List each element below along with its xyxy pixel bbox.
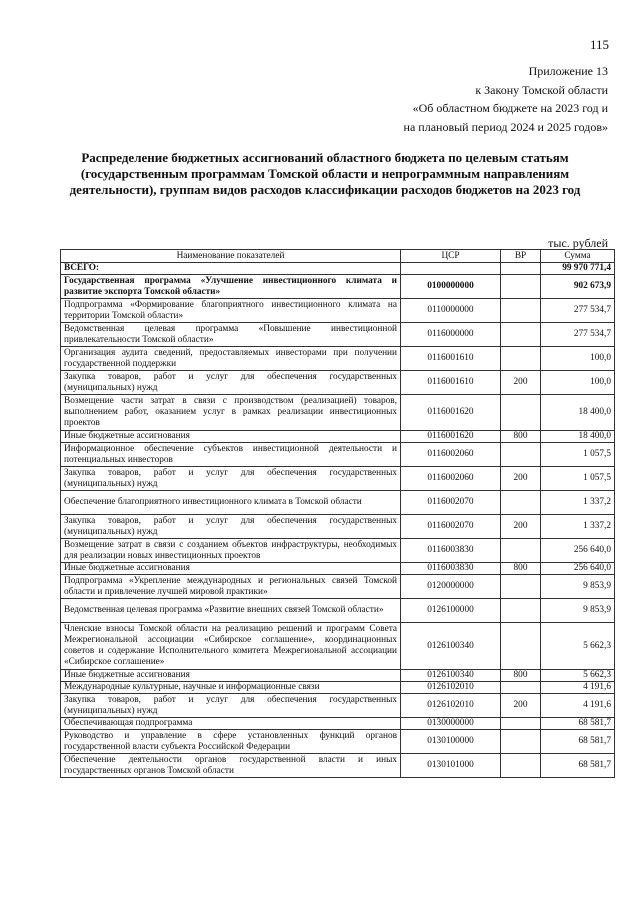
sum-cell: 1 337,2 bbox=[541, 491, 615, 515]
appendix-header bbox=[404, 62, 608, 136]
sum-cell: 256 640,0 bbox=[541, 563, 615, 575]
table-row bbox=[61, 599, 615, 623]
sum-cell: 18 400,0 bbox=[541, 431, 615, 443]
sum-cell: 277 534,7 bbox=[541, 323, 615, 347]
table-row bbox=[61, 371, 615, 395]
sum-cell: 18 400,0 bbox=[541, 395, 615, 431]
name-cell: Закупка товаров, работ и услуг для обеспечения государственных (муниципальных) нужд bbox=[61, 467, 401, 491]
csr-cell: 0126102010 bbox=[401, 682, 501, 694]
sum-cell: 1 057,5 bbox=[541, 443, 615, 467]
csr-cell: 0116003830 bbox=[401, 563, 501, 575]
name-cell: Иные бюджетные ассигнования bbox=[61, 670, 401, 682]
sum-cell: 902 673,9 bbox=[541, 275, 615, 299]
vr-cell: 200 bbox=[501, 371, 541, 395]
name-cell: Закупка товаров, работ и услуг для обеспечения государственных (муниципальных) нужд bbox=[61, 371, 401, 395]
table-row bbox=[61, 431, 615, 443]
header-name: Наименование показателей bbox=[61, 250, 401, 263]
page-number: 115 bbox=[589, 37, 609, 52]
csr-cell: 0126100340 bbox=[401, 670, 501, 682]
table-row bbox=[61, 575, 615, 599]
csr-cell: 0126102010 bbox=[401, 694, 501, 718]
table-row bbox=[61, 682, 615, 694]
table-row bbox=[61, 275, 615, 299]
sum-cell: 100,0 bbox=[541, 371, 615, 395]
name-cell: Закупка товаров, работ и услуг для обеспечения государственных (муниципальных) нужд bbox=[61, 515, 401, 539]
vr-cell bbox=[501, 718, 541, 730]
vr-cell: 800 bbox=[501, 431, 541, 443]
name-cell: Обеспечение деятельности органов государственной власти и иных государственных органов Томской области bbox=[61, 754, 401, 778]
csr-cell: 0116001620 bbox=[401, 395, 501, 431]
csr-cell: 0116001620 bbox=[401, 431, 501, 443]
vr-cell: 800 bbox=[501, 670, 541, 682]
table-row bbox=[61, 754, 615, 778]
sum-cell: 99 970 771,4 bbox=[541, 263, 615, 275]
csr-cell: 0116000000 bbox=[401, 323, 501, 347]
vr-cell: 800 bbox=[501, 563, 541, 575]
csr-cell: 0130000000 bbox=[401, 718, 501, 730]
sum-cell: 277 534,7 bbox=[541, 299, 615, 323]
vr-cell: 200 bbox=[501, 467, 541, 491]
name-cell: Государственная программа «Улучшение инвестиционного климата и развитие экспорта Томской области» bbox=[61, 275, 401, 299]
vr-cell bbox=[501, 263, 541, 275]
vr-cell bbox=[501, 323, 541, 347]
name-cell: ВСЕГО: bbox=[61, 263, 401, 275]
name-cell: Ведомственная целевая программа «Развитие внешних связей Томской области» bbox=[61, 599, 401, 623]
vr-cell: 200 bbox=[501, 694, 541, 718]
name-cell: Членские взносы Томской области на реализацию решений и программ Совета Межрегиональной ассоциации «Сибирское соглашение», координационных советов и содержание Исполнительного комитета Межрегиональной ассоциации «Сибирское соглашение» bbox=[61, 623, 401, 670]
units-label: тыс. рублей bbox=[548, 236, 608, 250]
appendix-line-4: на плановый период 2024 и 2025 годов» bbox=[403, 119, 608, 134]
csr-cell: 0116002060 bbox=[401, 443, 501, 467]
vr-cell bbox=[501, 754, 541, 778]
sum-cell: 1 337,2 bbox=[541, 515, 615, 539]
sum-cell: 68 581,7 bbox=[541, 754, 615, 778]
appendix-line-3: «Об областном бюджете на 2023 год и bbox=[412, 101, 608, 115]
csr-cell: 0100000000 bbox=[401, 275, 501, 299]
table-body bbox=[61, 263, 615, 778]
sum-cell: 68 581,7 bbox=[541, 718, 615, 730]
name-cell: Обеспечение благоприятного инвестиционного климата в Томской области bbox=[61, 491, 401, 515]
sum-cell: 5 662,3 bbox=[541, 623, 615, 670]
table-row bbox=[61, 515, 615, 539]
vr-cell bbox=[501, 682, 541, 694]
table-row bbox=[61, 670, 615, 682]
sum-cell: 9 853,9 bbox=[541, 599, 615, 623]
budget-table bbox=[60, 249, 615, 778]
header-sum: Сумма bbox=[541, 250, 615, 263]
csr-cell: 0116003830 bbox=[401, 539, 501, 563]
table-row bbox=[61, 323, 615, 347]
csr-cell: 0116002070 bbox=[401, 491, 501, 515]
vr-cell bbox=[501, 395, 541, 431]
name-cell: Обеспечивающая подпрограмма bbox=[61, 718, 401, 730]
csr-cell: 0130101000 bbox=[401, 754, 501, 778]
name-cell: Международные культурные, научные и информационные связи bbox=[61, 682, 401, 694]
vr-cell bbox=[501, 443, 541, 467]
csr-cell: 0126100000 bbox=[401, 599, 501, 623]
name-cell: Организация аудита сведений, предоставляемых инвесторами при получении государственной поддержки bbox=[61, 347, 401, 371]
header-vr: ВР bbox=[501, 250, 541, 263]
vr-cell bbox=[501, 491, 541, 515]
name-cell: Возмещение затрат в связи с созданием объектов инфраструктуры, необходимых для реализации новых инвестиционных проектов bbox=[61, 539, 401, 563]
csr-cell: 0116002070 bbox=[401, 515, 501, 539]
table-row bbox=[61, 539, 615, 563]
sum-cell: 256 640,0 bbox=[541, 539, 615, 563]
table-row bbox=[61, 347, 615, 371]
name-cell: Закупка товаров, работ и услуг для обеспечения государственных (муниципальных) нужд bbox=[61, 694, 401, 718]
appendix-line-2: к Закону Томской области bbox=[475, 82, 608, 97]
vr-cell bbox=[501, 575, 541, 599]
table-row bbox=[61, 563, 615, 575]
table-row bbox=[61, 694, 615, 718]
name-cell: Иные бюджетные ассигнования bbox=[61, 431, 401, 443]
name-cell: Подпрограмма «Формирование благоприятного инвестиционного климата на территории Томской области» bbox=[61, 299, 401, 323]
vr-cell bbox=[501, 347, 541, 371]
sum-cell: 1 057,5 bbox=[541, 467, 615, 491]
sum-cell: 4 191,6 bbox=[541, 694, 615, 718]
table-row bbox=[61, 467, 615, 491]
name-cell: Подпрограмма «Укрепление международных и региональных связей Томской области и привлечение лучшей мировой практики» bbox=[61, 575, 401, 599]
csr-cell: 0116001610 bbox=[401, 347, 501, 371]
table-row bbox=[61, 395, 615, 431]
table-row bbox=[61, 263, 615, 275]
name-cell: Информационное обеспечение субъектов инвестиционной деятельности и потенциальных инвесторов bbox=[61, 443, 401, 467]
csr-cell: 0116001610 bbox=[401, 371, 501, 395]
vr-cell bbox=[501, 299, 541, 323]
document-title: Распределение бюджетных ассигнований областного бюджета по целевым статьям (государственным программам Томской области и непрограммным направлениям деятельности), группам видов расходов классификации расходов бюджетов на 2023 год bbox=[69, 150, 581, 197]
sum-cell: 5 662,3 bbox=[541, 670, 615, 682]
table-header-row bbox=[61, 250, 615, 263]
sum-cell: 68 581,7 bbox=[541, 730, 615, 754]
csr-cell bbox=[401, 263, 501, 275]
table-row bbox=[61, 730, 615, 754]
csr-cell: 0120000000 bbox=[401, 575, 501, 599]
table-row bbox=[61, 718, 615, 730]
vr-cell bbox=[501, 275, 541, 299]
appendix-line-1: Приложение 13 bbox=[528, 64, 608, 78]
vr-cell bbox=[501, 539, 541, 563]
csr-cell: 0116002060 bbox=[401, 467, 501, 491]
sum-cell: 100,0 bbox=[541, 347, 615, 371]
table-row bbox=[61, 491, 615, 515]
header-csr: ЦСР bbox=[401, 250, 501, 263]
csr-cell: 0126100340 bbox=[401, 623, 501, 670]
table-row bbox=[61, 623, 615, 670]
vr-cell bbox=[501, 623, 541, 670]
vr-cell bbox=[501, 730, 541, 754]
table-row bbox=[61, 299, 615, 323]
csr-cell: 0130100000 bbox=[401, 730, 501, 754]
vr-cell bbox=[501, 599, 541, 623]
name-cell: Руководство и управление в сфере установленных функций органов государственной власти субъекта Российской Федерации bbox=[61, 730, 401, 754]
table-row bbox=[61, 443, 615, 467]
sum-cell: 4 191,6 bbox=[541, 682, 615, 694]
vr-cell: 200 bbox=[501, 515, 541, 539]
name-cell: Иные бюджетные ассигнования bbox=[61, 563, 401, 575]
name-cell: Ведомственная целевая программа «Повышение инвестиционной привлекательности Томской области» bbox=[61, 323, 401, 347]
sum-cell: 9 853,9 bbox=[541, 575, 615, 599]
name-cell: Возмещение части затрат в связи с производством (реализацией) товаров, выполнением работ, оказанием услуг в рамках реализации инвестиционных проектов bbox=[61, 395, 401, 431]
csr-cell: 0110000000 bbox=[401, 299, 501, 323]
